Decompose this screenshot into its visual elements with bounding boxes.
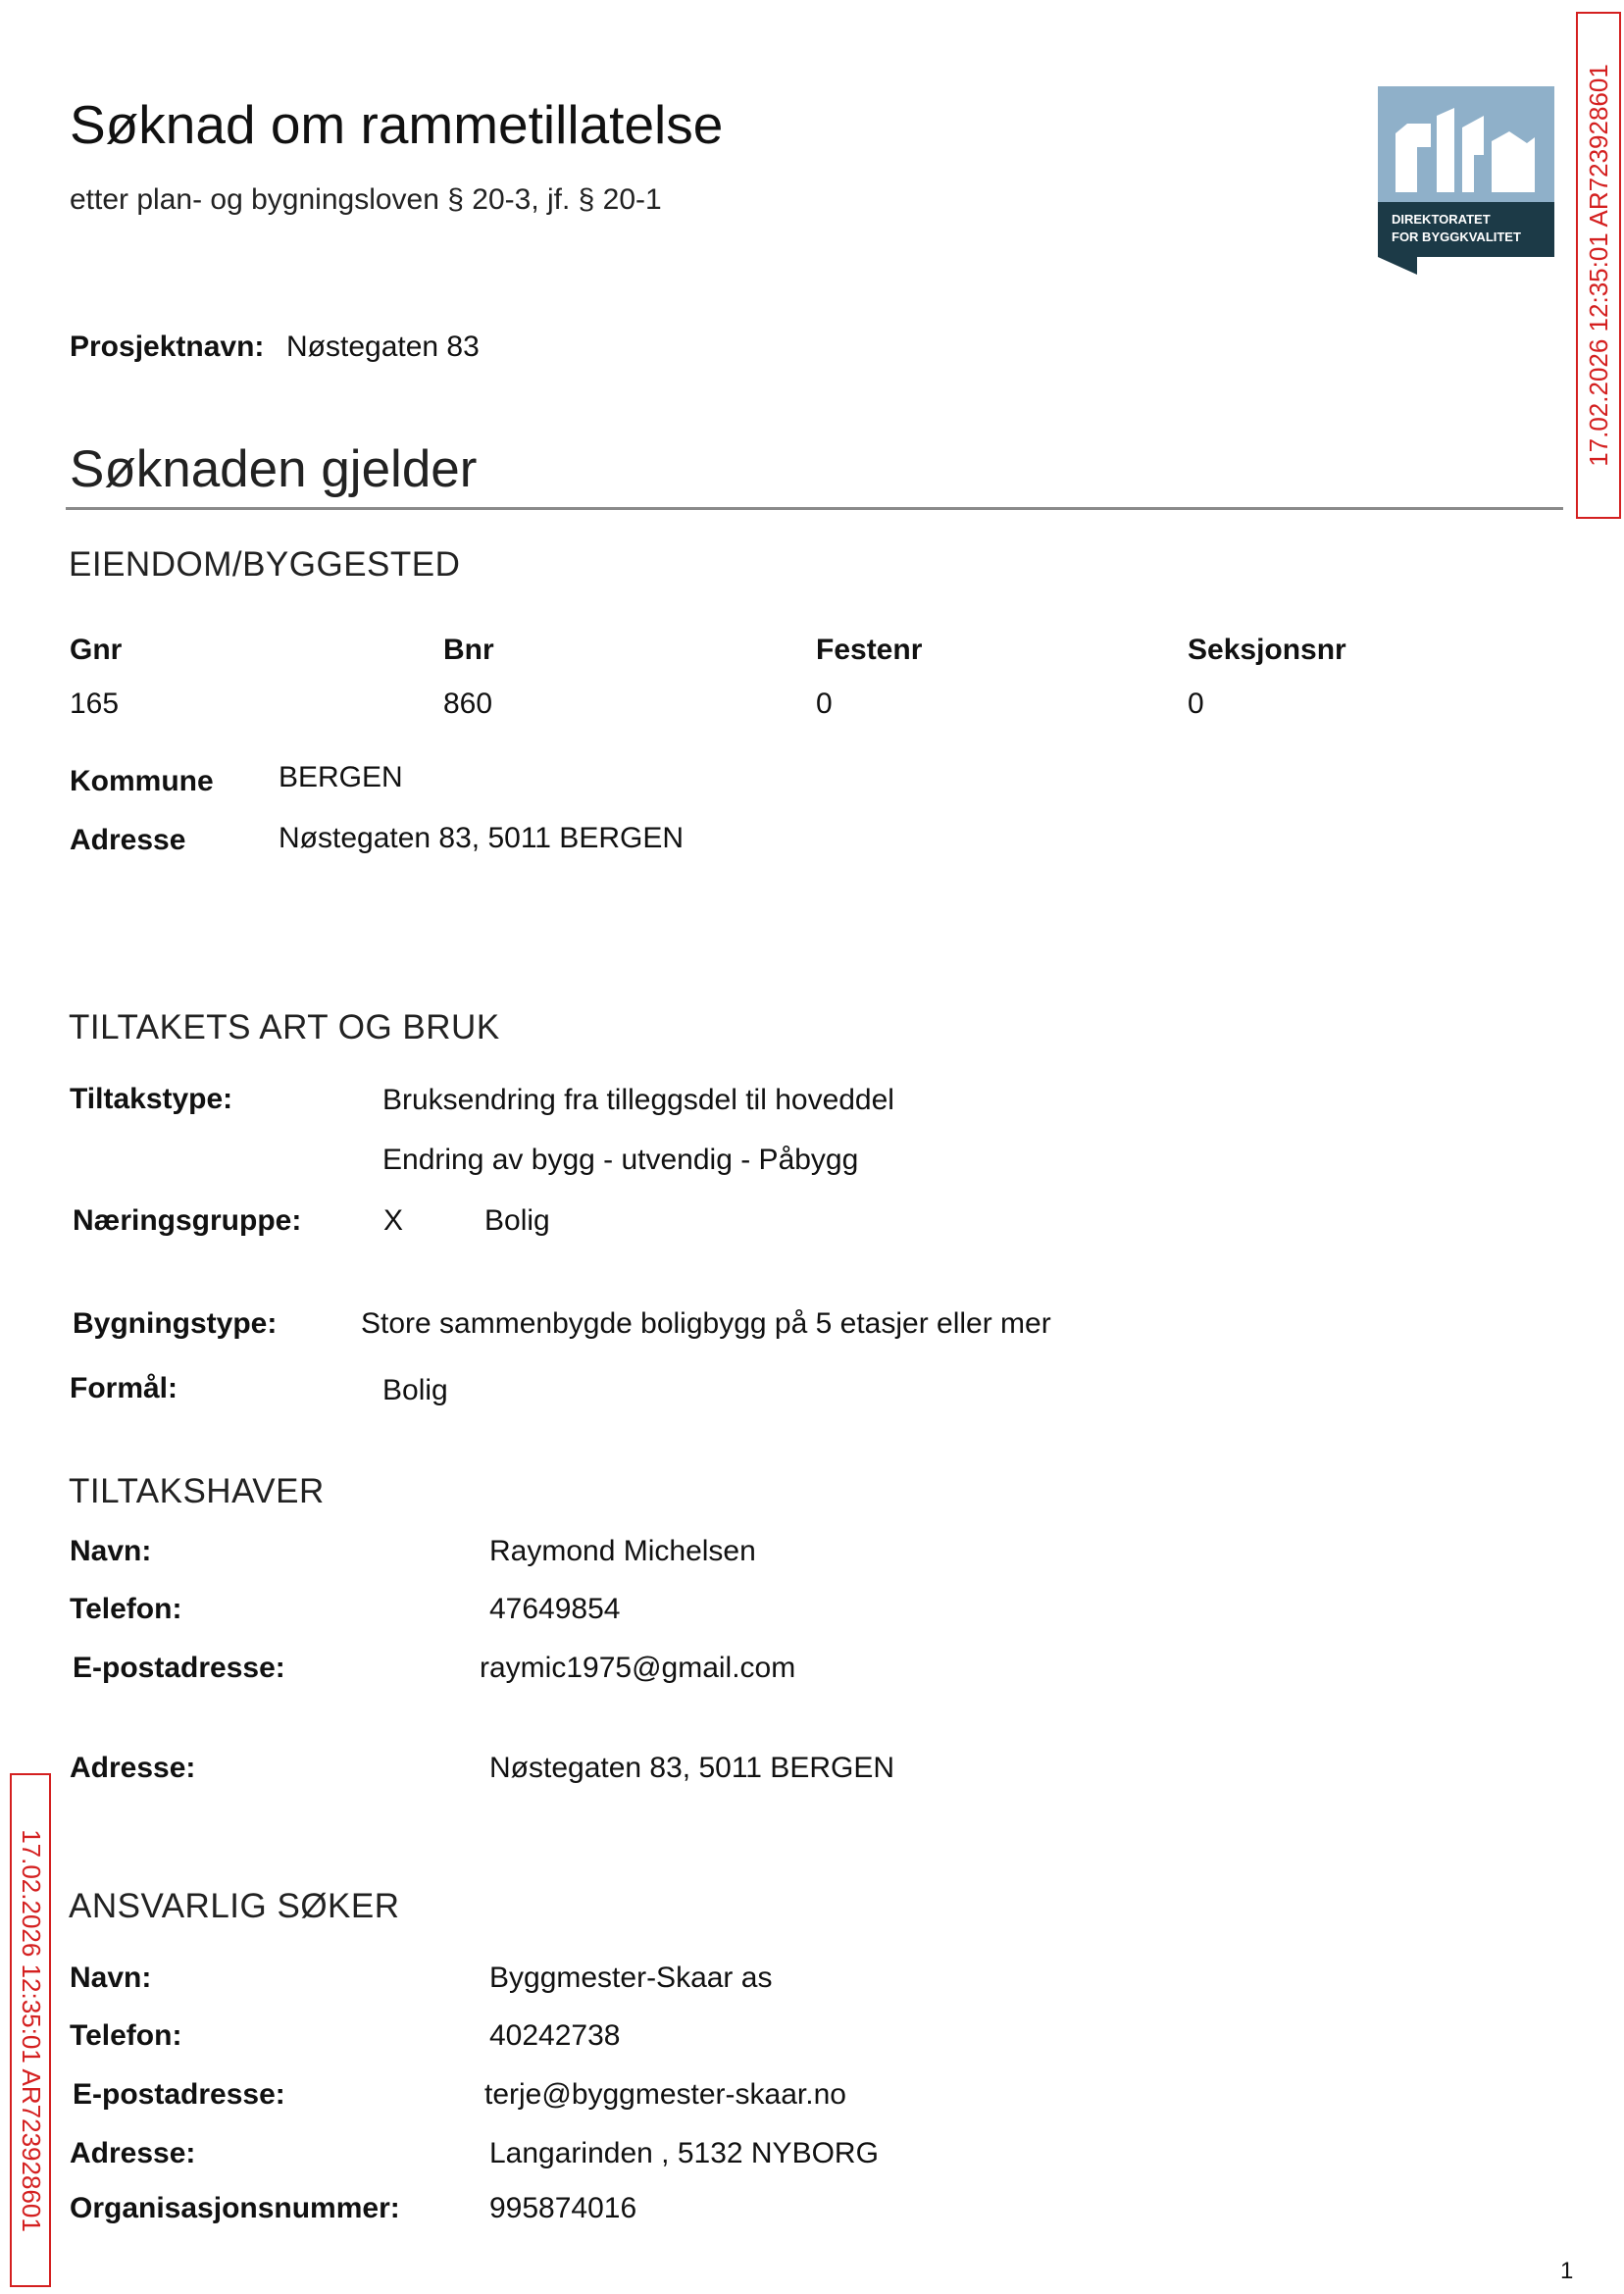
kommune-label: Kommune [70, 765, 214, 797]
soker-adresse-label: Adresse: [70, 2137, 196, 2169]
soker-org-label: Organisasjonsnummer: [70, 2192, 400, 2224]
tiltakshaver-navn-label: Navn: [70, 1535, 152, 1567]
bnr-value: 860 [443, 688, 493, 720]
section-heading: Søknaden gjelder [70, 440, 478, 498]
document-title: Søknad om rammetillatelse [70, 94, 724, 155]
naeringsgruppe-value: Bolig [484, 1204, 550, 1237]
kommune-value: BERGEN [279, 761, 403, 793]
dibk-logo-icon [1378, 86, 1554, 275]
soker-adresse: Langarinden , 5132 NYBORG [489, 2137, 879, 2169]
tiltak-heading: TILTAKETS ART OG BRUK [69, 1008, 500, 1046]
ansvarlig-soker-heading: ANSVARLIG SØKER [69, 1887, 400, 1925]
bygningstype-label: Bygningstype: [73, 1307, 278, 1340]
page-number: 1 [1560, 2258, 1574, 2284]
adresse-value: Nøstegaten 83, 5011 BERGEN [279, 822, 684, 854]
festenr-label: Festenr [816, 634, 923, 666]
document-subtitle: etter plan- og bygningsloven § 20-3, jf. § 20-1 [70, 183, 662, 216]
naeringsgruppe-label: Næringsgruppe: [73, 1204, 302, 1237]
tiltakshaver-epost-label: E-postadresse: [73, 1652, 285, 1684]
stamp-text: 17.02.2026 12:35:01 AR723928601 [1583, 64, 1613, 467]
project-label: Prosjektnavn: [70, 331, 265, 363]
gnr-label: Gnr [70, 634, 123, 666]
formal-value: Bolig [382, 1374, 448, 1406]
section-divider [66, 507, 1563, 510]
soker-navn: Byggmester-Skaar as [489, 1962, 773, 1994]
soker-epost-label: E-postadresse: [73, 2078, 285, 2111]
seksjonsnr-value: 0 [1188, 688, 1204, 720]
soker-epost: terje@byggmester-skaar.no [484, 2078, 846, 2111]
tiltakstype-value-2: Endring av bygg - utvendig - Påbygg [382, 1144, 859, 1176]
tiltakshaver-adresse: Nøstegaten 83, 5011 BERGEN [489, 1752, 894, 1784]
soker-telefon-label: Telefon: [70, 2019, 182, 2052]
tiltakshaver-adresse-label: Adresse: [70, 1752, 196, 1784]
tiltakshaver-telefon-label: Telefon: [70, 1593, 182, 1625]
bnr-label: Bnr [443, 634, 494, 666]
tiltakshaver-heading: TILTAKSHAVER [69, 1472, 325, 1510]
received-stamp-top [1576, 12, 1621, 519]
adresse-label: Adresse [70, 824, 186, 856]
gnr-value: 165 [70, 688, 120, 720]
tiltakstype-value-1: Bruksendring fra tilleggsdel til hoveddel [382, 1084, 894, 1116]
project-name: Nøstegaten 83 [286, 331, 480, 363]
logo-line1: DIREKTORATET [1392, 212, 1491, 227]
tiltakshaver-navn: Raymond Michelsen [489, 1535, 756, 1567]
tiltakshaver-epost: raymic1975@gmail.com [480, 1652, 796, 1684]
stamp-text: 17.02.2026 12:35:01 AR723928601 [16, 1828, 46, 2232]
received-stamp-bottom [10, 1773, 51, 2287]
logo-line2: FOR BYGGKVALITET [1392, 229, 1521, 244]
seksjonsnr-label: Seksjonsnr [1188, 634, 1346, 666]
naeringsgruppe-code: X [383, 1204, 404, 1237]
property-heading: EIENDOM/BYGGESTED [69, 545, 461, 584]
soker-org: 995874016 [489, 2192, 637, 2224]
soker-telefon: 40242738 [489, 2019, 621, 2052]
festenr-value: 0 [816, 688, 833, 720]
tiltakshaver-telefon: 47649854 [489, 1593, 621, 1625]
tiltakstype-label: Tiltakstype: [70, 1083, 233, 1115]
soker-navn-label: Navn: [70, 1962, 152, 1994]
formal-label: Formål: [70, 1372, 178, 1404]
bygningstype-value: Store sammenbygde boligbygg på 5 etasjer eller mer [361, 1307, 1051, 1340]
